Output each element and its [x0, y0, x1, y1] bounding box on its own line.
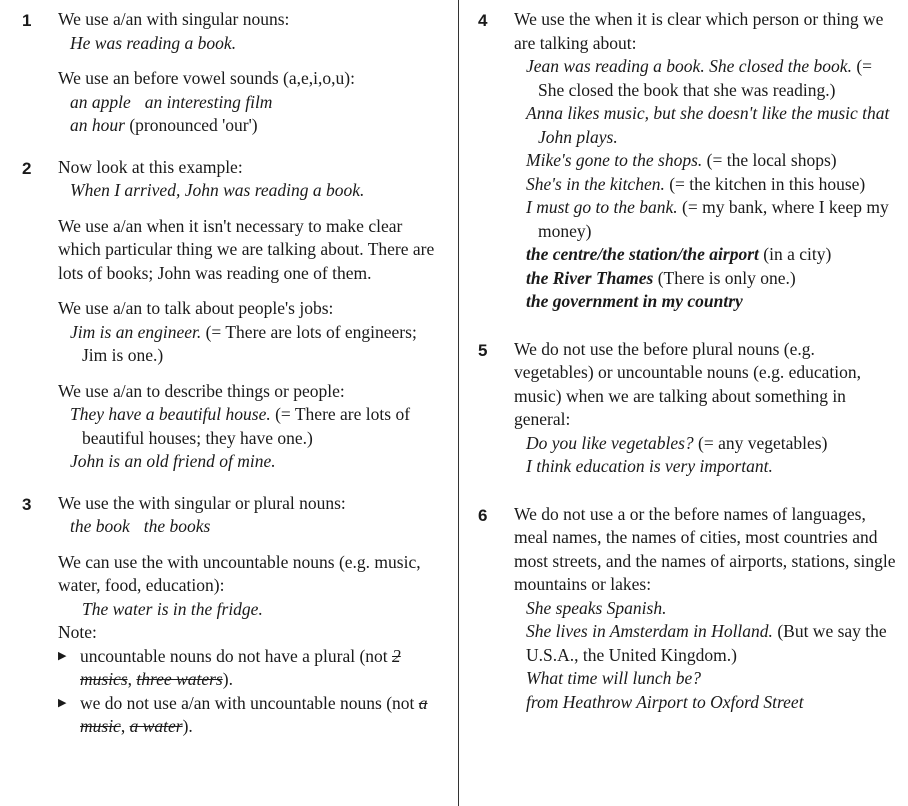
example-text: the books — [143, 516, 211, 536]
example-note: (There is only one.) — [657, 267, 796, 288]
example-text: The water is in the fridge. — [82, 598, 263, 619]
example-note: (= She closed the book that she was reading.) — [538, 56, 873, 100]
paragraph — [58, 551, 440, 739]
bullet-text: we do not use a/an with uncountable nouns (not — [80, 692, 415, 713]
section-6 — [478, 503, 898, 715]
example-text: the River Thames — [526, 267, 654, 288]
example-line — [514, 55, 898, 102]
paragraph — [58, 156, 440, 203]
example-text: Jean was reading a book. She closed the book. — [526, 56, 852, 76]
example-text: an apple — [70, 91, 131, 112]
example-line — [514, 267, 898, 291]
example-line — [58, 321, 440, 368]
paragraph — [514, 338, 898, 479]
example-note: (= There are lots of beautiful houses; they have one.) — [82, 404, 411, 448]
example-text: the centre/the station/the airport — [526, 244, 759, 264]
example-line — [514, 620, 898, 667]
section-1 — [22, 8, 440, 138]
struck-text: a music — [80, 692, 428, 736]
rule-text: We use a/an to talk about people's jobs: — [58, 298, 334, 318]
example-text: the book — [70, 516, 130, 536]
section-number: 2 — [22, 158, 32, 178]
section-number: 6 — [478, 505, 488, 525]
paragraph — [514, 503, 898, 715]
paragraph — [58, 380, 440, 474]
example-line — [514, 149, 898, 173]
example-text: She's in the kitchen. — [526, 173, 665, 194]
example-text: an interesting film — [144, 91, 273, 112]
left-column — [22, 8, 440, 757]
example-text: Jim is an engineer. — [70, 321, 202, 342]
rule-text: We use the with singular or plural nouns: — [58, 492, 346, 513]
rule-text: We do not use a or the before names of languages, meal names, the names of cities, most countries and most streets, and the names of airports, stations, single mountains or lakes: — [514, 503, 896, 594]
example-line — [514, 196, 898, 243]
example-note: (in a city) — [763, 244, 832, 264]
note-bullet: ▶ we do not use a/an with uncountable nouns (not a music, a water). — [58, 692, 440, 739]
example-text: from Heathrow Airport to Oxford Street — [526, 691, 804, 712]
example-note: (= any vegetables) — [698, 432, 828, 453]
example-line — [514, 432, 898, 456]
example-text: the government in my country — [526, 291, 743, 311]
rule-text: We use a/an with singular nouns: — [58, 9, 290, 29]
example-text: I must go to the bank. — [526, 197, 678, 217]
struck-text: a water — [129, 716, 183, 736]
example-note: (= the local shops) — [706, 150, 837, 170]
example-text: When I arrived, John was reading a book. — [70, 180, 365, 200]
bullet-text: uncountable nouns do not have a plural (not — [80, 645, 388, 666]
paragraph — [58, 67, 440, 138]
rule-text: We can use the with uncountable nouns (e.g. music, water, food, education): — [58, 551, 421, 595]
struck-text: 2 musics — [80, 645, 401, 689]
note-bullet: ▶ uncountable nouns do not have a plural (not 2 musics, three waters). — [58, 645, 440, 692]
example-text: He was reading a book. — [70, 32, 237, 53]
section-number: 5 — [478, 340, 488, 360]
example-text: She lives in Amsterdam in Holland. — [526, 621, 773, 641]
example-text: I think education is very important. — [526, 456, 773, 476]
example-line — [514, 243, 898, 267]
example-text: John is an old friend of mine. — [70, 451, 276, 471]
example-note: (= the kitchen in this house) — [669, 173, 866, 194]
paragraph — [514, 8, 898, 314]
section-number: 4 — [478, 11, 488, 30]
section-4 — [478, 8, 898, 314]
example-line — [514, 173, 898, 197]
column-divider — [458, 0, 459, 806]
example-note: (= my bank, where I keep my money) — [538, 197, 889, 241]
paragraph — [58, 297, 440, 368]
example-text: an hour — [70, 115, 125, 135]
section-5 — [478, 338, 898, 479]
example-note: (But we say the U.S.A., the United Kingdom.) — [526, 621, 887, 665]
example-text: Do you like vegetables? — [526, 432, 694, 453]
paragraph: We use a/an when it isn't necessary to make clear which particular thing we are talking about. There are lots of books; John was reading one of them. — [58, 215, 435, 283]
rule-text: We use an before vowel sounds (a,e,i,o,u): — [58, 68, 355, 88]
rule-text: We use a/an to describe things or people: — [58, 380, 345, 401]
rule-text: Now look at this example: — [58, 156, 243, 177]
example-line — [58, 403, 440, 450]
paragraph — [58, 492, 440, 539]
example-text: Anna likes music, but she doesn't like the music that John plays. — [526, 103, 890, 147]
struck-text: three waters — [136, 669, 223, 689]
rule-text: We use the when it is clear which person or thing we are talking about: — [514, 9, 884, 53]
note-label: Note: — [58, 622, 97, 642]
example-text: They have a beautiful house. — [70, 404, 271, 424]
example-note: (= There are lots of engineers; Jim is one.) — [82, 321, 417, 365]
example-text: What time will lunch be? — [526, 668, 701, 688]
section-3 — [22, 492, 440, 739]
section-2 — [22, 156, 440, 474]
rule-text: We do not use the before plural nouns (e.g. vegetables) or uncountable nouns (e.g. education, music) when we are talking about something in general: — [514, 338, 861, 429]
example-line — [58, 114, 440, 138]
section-number: 3 — [22, 494, 32, 514]
example-text: Mike's gone to the shops. — [526, 150, 703, 170]
paragraph — [58, 8, 440, 55]
example-line — [58, 515, 440, 539]
example-text: She speaks Spanish. — [526, 597, 667, 618]
section-number: 1 — [22, 11, 32, 30]
example-line — [58, 91, 440, 115]
right-column — [478, 8, 898, 732]
example-note: (pronounced 'our') — [129, 115, 258, 135]
